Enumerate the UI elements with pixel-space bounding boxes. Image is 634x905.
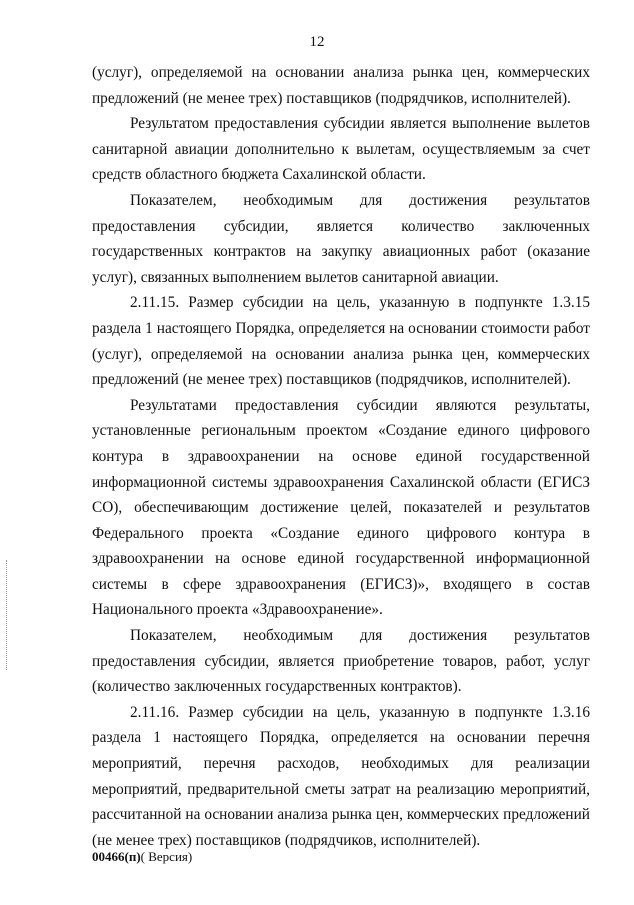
paragraph-indicator-contracts: Показателем, необходимым для достижения результатов предоставления субсидии, является количество заключенных государственных контрактов на закупку авиационных работ (оказание услуг), связанных выполнением вылетов санитарной авиации. (92, 191, 590, 286)
paragraph-clause-2-11-15: 2.11.15. Размер субсидии на цель, указанную в подпункте 1.3.15 раздела 1 настоящего Порядка, определяется на основании стоимости работ (услуг), определяемой на основании анализа рынка цен, коммерческих предложений (не менее трех) поставщиков (подрядчиков, исполнителей). (92, 294, 590, 389)
paragraph-continuation: (услуг), определяемой на основании анализа рынка цен, коммерческих предложений (не менее трех) поставщиков (подрядчиков, исполнителей). (92, 64, 590, 107)
page-number: 12 (309, 34, 325, 50)
paragraph-clause-2-11-16: 2.11.16. Размер субсидии на цель, указанную в подпункте 1.3.16 раздела 1 настоящего Порядка, определяется на основании перечня мероприятий, перечня расходов, необходимых для реализации мероприятий, предварительной сметы затрат на реализацию мероприятий, рассчитанной на основании анализа рынка цен, коммерческих предложений (не менее трех) поставщиков (подрядчиков, исполнителей). (92, 703, 590, 849)
scan-edge-marks (6, 560, 9, 670)
document-footer (92, 849, 192, 865)
footer-code: 00466(п) (92, 849, 141, 864)
paragraph-indicator-purchases: Показателем, необходимым для достижения результатов предоставления субсидии, является приобретение товаров, работ, услуг (количество заключенных государственных контрактов). (92, 627, 590, 696)
paragraph-result-sanitary-aviation: Результатом предоставления субсидии является выполнение вылетов санитарной авиации дополнительно к вылетам, осуществляемым за счет средств областного бюджета Сахалинской области. (92, 115, 590, 184)
paragraph-results-regional-project: Результатами предоставления субсидии являются результаты, установленные региональным проектом «Создание единого цифрового контура в здравоохранении на основе единой государственной информационной системы здравоохранения Сахалинской области (ЕГИСЗ СО), обеспечивающим достижение целей, показателей и результатов Федерального проекта «Создание единого цифрового контура в здравоохранении на основе единой государственной информационной системы в сфере здравоохранения (ЕГИСЗ)», входящего в состав Национального проекта «Здравоохранение». (92, 396, 590, 619)
footer-version: ( Версия) (140, 849, 193, 864)
document-body (92, 60, 590, 853)
